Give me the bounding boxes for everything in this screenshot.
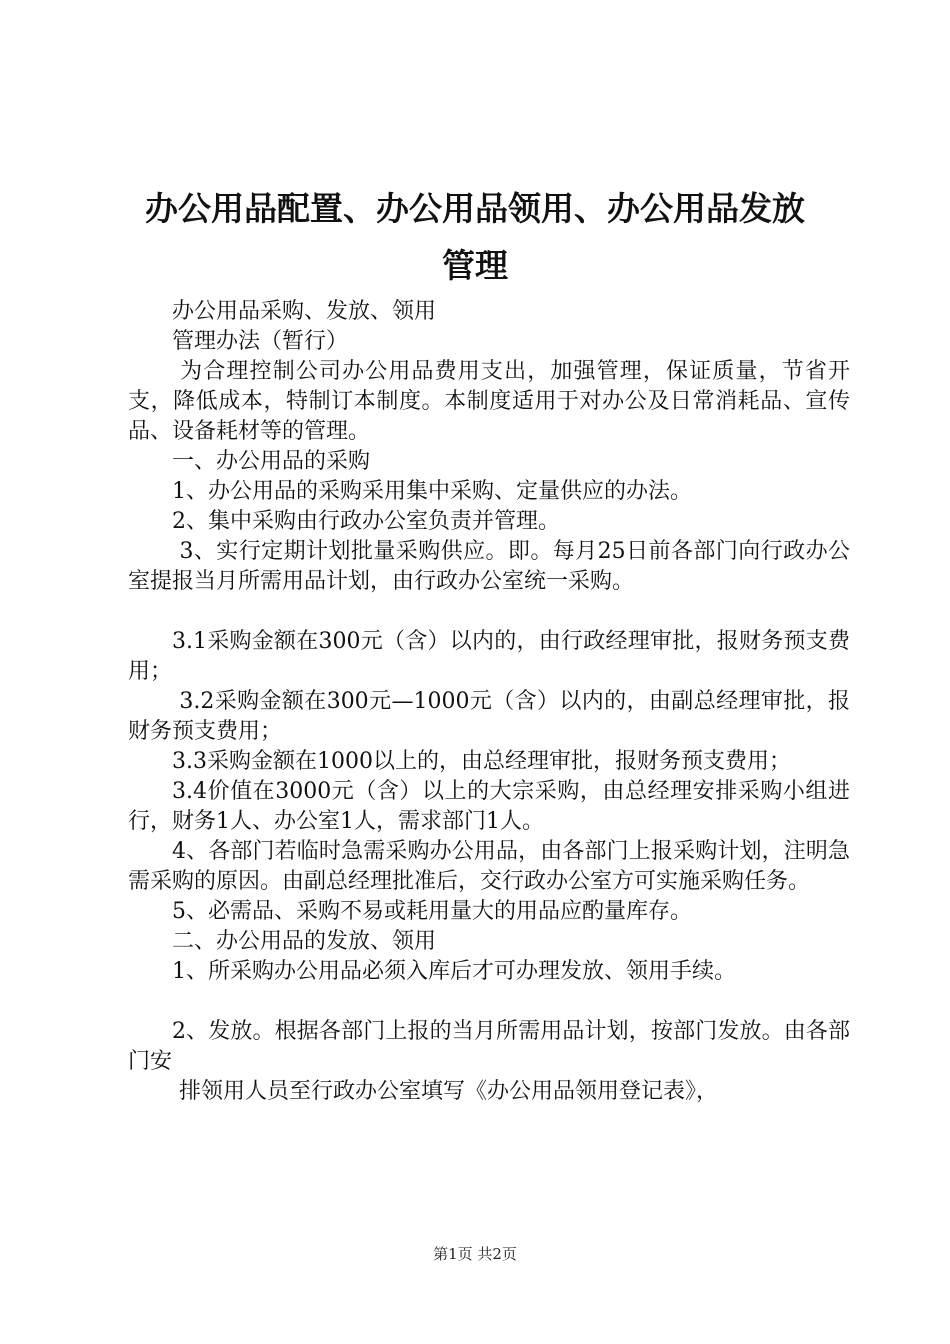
section-heading: 一、办公用品的采购 <box>172 449 371 474</box>
paragraph: 3、实行定期计划批量采购供应。即。每月25日前各部门向行政办公室提报当月所需用品计划，由行政办公室统一采购。 <box>128 539 850 594</box>
paragraph: 4、各部门若临时急需采购办公用品，由各部门上报采购计划，注明急需采购的原因。由副总经理批准后，交行政办公室方可实施采购任务。 <box>128 839 850 894</box>
blank-line <box>128 597 850 627</box>
document-title-line-1: 办公用品配置、办公用品领用、办公用品发放 <box>145 189 805 228</box>
paragraph: 1、所采购办公用品必须入库后才可办理发放、领用手续。 <box>172 959 736 984</box>
paragraph: 管理办法（暂行） <box>172 329 349 354</box>
paragraph: 办公用品采购、发放、领用 <box>172 299 437 324</box>
paragraph: 3.3采购金额在1000以上的，由总经理审批，报财务预支费用； <box>172 749 791 774</box>
paragraph: 5、必需品、采购不易或耗用量大的用品应酌量库存。 <box>172 899 692 924</box>
document-title-line-2: 管理 <box>442 246 508 285</box>
paragraph: 2、集中采购由行政办公室负责并管理。 <box>172 509 560 534</box>
paragraph: 3.2采购金额在300元—1000元（含）以内的，由副总经理审批，报财务预支费用； <box>128 689 851 744</box>
paragraph: 为合理控制公司办公用品费用支出，加强管理，保证质量，节省开支，降低成本，特制订本制度。本制度适用于对办公及日常消耗品、宣传品、设备耗材等的管理。 <box>128 359 850 444</box>
paragraph: 排领用人员至行政办公室填写《办公用品领用登记表》， <box>172 1079 719 1104</box>
section-heading: 二、办公用品的发放、领用 <box>172 929 437 954</box>
blank-line <box>128 987 850 1017</box>
document-body <box>128 297 850 1107</box>
page-footer: 第1页 共2页 <box>433 1245 517 1263</box>
paragraph: 1、办公用品的采购采用集中采购、定量供应的办法。 <box>172 479 692 504</box>
paragraph: 2、发放。根据各部门上报的当月所需用品计划，按部门发放。由各部门安 <box>128 1019 850 1074</box>
paragraph: 3.4价值在3000元（含）以上的大宗采购，由总经理安排采购小组进行，财务1人、办公室1人，需求部门1人。 <box>128 779 850 834</box>
paragraph: 3.1采购金额在300元（含）以内的，由行政经理审批，报财务预支费用； <box>128 629 850 684</box>
